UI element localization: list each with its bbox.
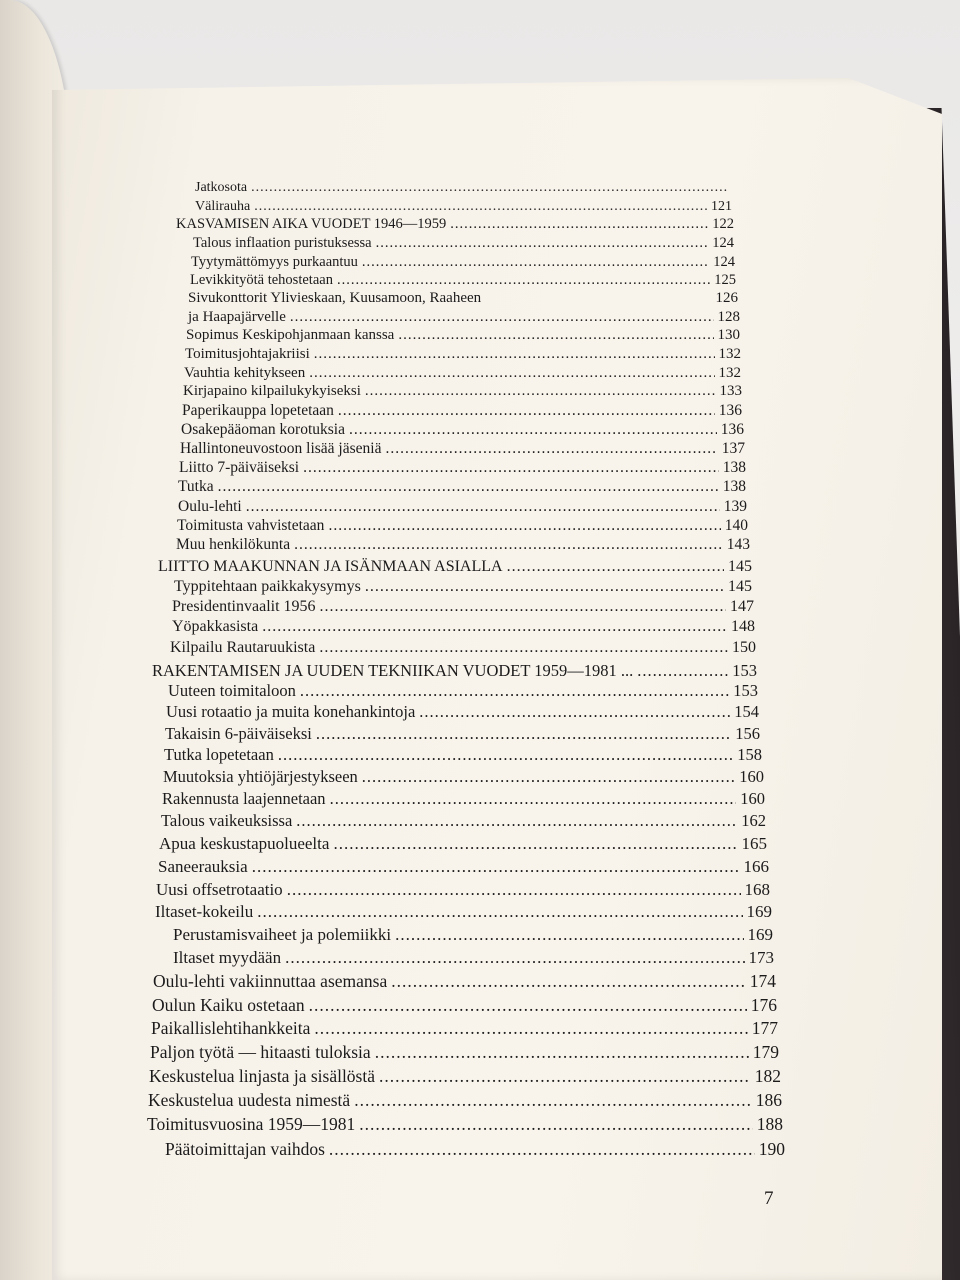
toc-leader-dots (385, 440, 717, 458)
toc-entry (164, 745, 762, 765)
toc-entry (179, 459, 746, 477)
toc-entry (153, 971, 776, 992)
toc-entry-title: Uuteen toimitaloon (168, 681, 296, 700)
toc-entry-title: Keskustelua linjasta ja sisällöstä (149, 1066, 375, 1086)
toc-entry-page: 176 (750, 995, 777, 1015)
toc-entry-title: Tutka (178, 478, 214, 495)
toc-entry-page: 147 (730, 598, 754, 615)
toc-leader-dots (309, 365, 714, 382)
toc-entry (148, 1090, 782, 1111)
toc-entry-title: Apua keskustapuolueelta (159, 834, 330, 853)
toc-entry-title: Saneerauksia (158, 857, 248, 876)
toc-entry-title: Välirauha (195, 199, 251, 214)
toc-entry-title: Typpitehtaan paikkakysymys (174, 578, 361, 595)
toc-entry (180, 440, 745, 458)
toc-entry (188, 309, 740, 326)
toc-entry-page: 143 (726, 536, 750, 553)
toc-entry-page: 139 (723, 498, 747, 515)
toc-entry (178, 478, 746, 496)
toc-entry (190, 272, 736, 289)
toc-entry (158, 558, 752, 576)
toc-entry-title: Osakepääoman korotuksia (181, 421, 345, 438)
toc-leader-dots (262, 618, 727, 636)
toc-leader-dots (338, 402, 715, 420)
toc-entry-title: Kirjapaino kilpailukykyiseksi (183, 383, 361, 399)
toc-entry-title: Jatkosota (195, 180, 248, 195)
toc-leader-dots (349, 421, 717, 439)
toc-entry (152, 661, 757, 681)
toc-entry (170, 639, 756, 657)
toc-entry-page: 136 (720, 421, 744, 438)
toc-entry-title: Keskustelua uudesta nimestä (148, 1090, 351, 1110)
toc-entry-title: Hallintoneuvostoon lisää jäseniä (180, 440, 382, 457)
toc-entry-page: 124 (712, 235, 734, 251)
toc-entry (191, 254, 735, 271)
toc-leader-dots (337, 272, 710, 289)
toc-entry-title: Oulun Kaiku ostetaan (152, 995, 305, 1015)
toc-entry-title: Paikallislehtihankkeita (151, 1018, 311, 1038)
toc-entry-page: 150 (732, 639, 756, 656)
toc-entry-page: 158 (737, 745, 762, 764)
toc-entry (165, 724, 760, 744)
toc-leader-dots (303, 459, 719, 477)
toc-entry-title: Kilpailu Rautaruukista (170, 639, 316, 656)
toc-entry-page: 153 (732, 661, 757, 680)
toc-entry-title: Levikkityötä tehostetaan (190, 272, 333, 288)
toc-entry-page: 122 (712, 216, 734, 232)
toc-entry-title: Tyytymättömyys purkaantuu (191, 254, 358, 270)
toc-entry-page: 128 (717, 309, 740, 325)
toc-entry (147, 1114, 783, 1135)
toc-entry (150, 1042, 779, 1063)
toc-leader-dots (290, 309, 714, 326)
toc-entry (172, 598, 754, 616)
toc-entry (173, 948, 774, 968)
toc-entry-page: 160 (739, 767, 764, 786)
toc-entry (186, 327, 740, 344)
toc-entry-title: Uusi offsetrotaatio (156, 880, 283, 899)
page-number: 7 (764, 1188, 774, 1209)
toc-leader-dots (362, 254, 709, 271)
toc-entry-title: Paljon työtä — hitaasti tuloksia (150, 1042, 371, 1062)
toc-entry (163, 767, 764, 787)
toc-entry (156, 880, 770, 900)
toc-leader-dots (296, 811, 737, 831)
toc-entry-title: Muu henkilökunta (176, 536, 291, 553)
toc-leader-dots (218, 478, 719, 496)
toc-entry-page: 169 (746, 902, 772, 921)
toc-entry-page: 179 (752, 1042, 779, 1062)
toc-entry-page: 138 (722, 459, 746, 476)
toc-entry-page: 156 (735, 724, 760, 743)
toc-leader-dots (246, 498, 720, 516)
toc-leader-dots (314, 1018, 747, 1039)
toc-entry (174, 578, 752, 596)
toc-leader-dots (294, 536, 723, 554)
toc-entry (188, 290, 738, 307)
toc-entry-page: 154 (734, 702, 759, 721)
toc-entry-title: Presidentinvaalit 1956 (172, 598, 316, 615)
toc-entry-title: Liitto 7-päiväiseksi (179, 459, 300, 476)
toc-entry-page: 132 (718, 365, 741, 381)
toc-leader-dots (359, 1114, 752, 1135)
toc-entry-title: Sivukonttorit Ylivieskaan, Kuusamoon, Raaheen (188, 290, 482, 306)
toc-entry (149, 1066, 781, 1087)
toc-entry-page: 186 (755, 1090, 782, 1110)
toc-leader-dots (252, 857, 740, 877)
toc-entry-title: Muutoksia yhtiöjärjestykseen (163, 767, 358, 786)
toc-entry-title: Tutka lopetetaan (164, 745, 274, 764)
toc-entry (162, 789, 765, 809)
toc-leader-dots (314, 346, 715, 363)
toc-entry (166, 702, 759, 722)
toc-leader-dots (362, 767, 735, 787)
toc-entry (177, 517, 748, 535)
toc-entry-title: Iltaset myydään (173, 948, 282, 967)
toc-entry-page: 188 (756, 1114, 783, 1134)
toc-entry-page: 145 (728, 558, 752, 575)
toc-entry (178, 498, 747, 516)
toc-entry-title: Uusi rotaatio ja muita konehankintoja (166, 702, 416, 721)
toc-entry (195, 180, 732, 196)
toc-entry-title: Toimitusta vahvistetaan (177, 517, 325, 534)
toc-entry (158, 857, 769, 877)
toc-entry-page: 133 (719, 383, 742, 399)
toc-leader-dots (319, 639, 728, 657)
toc-leader-dots (254, 199, 707, 215)
toc-entry-page: 136 (718, 402, 742, 419)
toc-entry (159, 834, 767, 854)
toc-entry-title: Perustamisvaiheet ja polemiikki (173, 925, 392, 944)
toc-entry (195, 199, 732, 215)
toc-leader-dots (287, 880, 741, 900)
toc-entry-title: Oulu-lehti (178, 498, 242, 515)
toc-leader-dots (398, 327, 713, 344)
toc-entry-page: 138 (722, 478, 746, 495)
toc-entry-title: KASVAMISEN AIKA VUODET 1946—1959 (176, 216, 447, 232)
toc-entry-page: 169 (747, 925, 773, 944)
toc-leader-dots (329, 1139, 755, 1160)
toc-entry-page: 153 (733, 681, 758, 700)
toc-entry-title: Talous vaikeuksissa (161, 811, 293, 830)
toc-entry (152, 995, 777, 1016)
toc-entry (181, 421, 744, 439)
toc-entry-page: 182 (754, 1066, 781, 1086)
toc-leader-dots (309, 995, 747, 1016)
toc-entry-title: Talous inflaation puristuksessa (193, 235, 372, 251)
toc-entry (183, 383, 742, 400)
toc-entry (168, 681, 758, 701)
toc-entry-page: 168 (744, 880, 770, 899)
toc-entry (176, 216, 734, 233)
toc-leader-dots (316, 724, 731, 744)
toc-entry-title: ja Haapajärvelle (188, 309, 286, 325)
toc-entry-page: 166 (743, 857, 769, 876)
toc-entry-page: 190 (758, 1139, 785, 1159)
toc-entry-page: 148 (731, 618, 755, 635)
toc-entry-page: 145 (728, 578, 752, 595)
toc-entry-page: 121 (711, 199, 732, 214)
toc-entry-title: Rakennusta laajennetaan (162, 789, 326, 808)
toc-entry (173, 925, 773, 945)
toc-entry (155, 902, 772, 922)
toc-entry (182, 402, 742, 420)
toc-entry-title: Iltaset-kokeilu (155, 902, 254, 921)
toc-entry-title: Päätoimittajan vaihdos (165, 1139, 325, 1159)
toc-entry-title: Toimitusjohtajakriisi (185, 346, 310, 362)
toc-leader-dots (285, 948, 744, 968)
toc-leader-dots (391, 971, 746, 992)
toc-entry (172, 618, 755, 636)
toc-leader-dots (320, 598, 726, 616)
toc-leader-dots (365, 578, 724, 596)
toc-entry-page: 160 (740, 789, 765, 808)
toc-entry-title: Toimitusvuosina 1959—1981 (147, 1114, 356, 1134)
toc-entry-page: 130 (717, 327, 740, 343)
toc-leader-dots (419, 702, 730, 722)
toc-entry-title: RAKENTAMISEN JA UUDEN TEKNIIKAN VUODET 1959—1981 ... (152, 661, 634, 680)
toc-entry-title: Paperikauppa lopetetaan (182, 402, 334, 419)
toc-entry (161, 811, 766, 831)
toc-entry-title: LIITTO MAAKUNNAN JA ISÄNMAAN ASIALLA (158, 558, 503, 575)
toc-leader-dots (637, 661, 728, 681)
toc-leader-dots (251, 180, 728, 196)
toc-leader-dots (376, 235, 709, 252)
toc-leader-dots (328, 517, 720, 535)
toc-entry-page: 174 (749, 971, 776, 991)
toc-entry (176, 536, 750, 554)
toc-entry (184, 365, 741, 382)
toc-entry (151, 1018, 778, 1039)
toc-leader-dots (300, 681, 729, 701)
toc-entry-page: 124 (713, 254, 735, 270)
toc-entry-title: Takaisin 6-päiväiseksi (165, 724, 312, 743)
toc-leader-dots (395, 925, 743, 945)
toc-entry-page: 177 (751, 1018, 778, 1038)
toc-entry-title: Sopimus Keskipohjanmaan kanssa (186, 327, 395, 343)
toc-entry-page: 165 (741, 834, 767, 853)
toc-leader-dots (333, 834, 737, 854)
toc-entry-title: Yöpakkasista (172, 618, 259, 635)
toc-entry (193, 235, 734, 252)
toc-leader-dots (450, 216, 708, 233)
toc-leader-dots (365, 383, 716, 400)
toc-leader-dots (354, 1090, 752, 1111)
toc-leader-dots (257, 902, 742, 922)
toc-entry-page: 140 (724, 517, 748, 534)
toc-entry (165, 1139, 785, 1160)
toc-entry-page: 162 (741, 811, 766, 830)
toc-leader-dots (278, 745, 733, 765)
toc-entry (185, 346, 741, 363)
toc-entry-page: 173 (748, 948, 774, 967)
toc-entry-page: 125 (714, 272, 736, 288)
toc-entry-page: 132 (718, 346, 741, 362)
toc-entry-page: 126 (715, 290, 738, 306)
toc-entry-title: Oulu-lehti vakiinnuttaa asemansa (153, 971, 388, 991)
toc-leader-dots (507, 558, 724, 576)
toc-entry-page: 137 (721, 440, 745, 457)
toc-leader-dots (330, 789, 737, 809)
toc-leader-dots (375, 1042, 749, 1063)
toc-leader-dots (379, 1066, 751, 1087)
toc-entry-title: Vauhtia kehitykseen (184, 365, 306, 381)
